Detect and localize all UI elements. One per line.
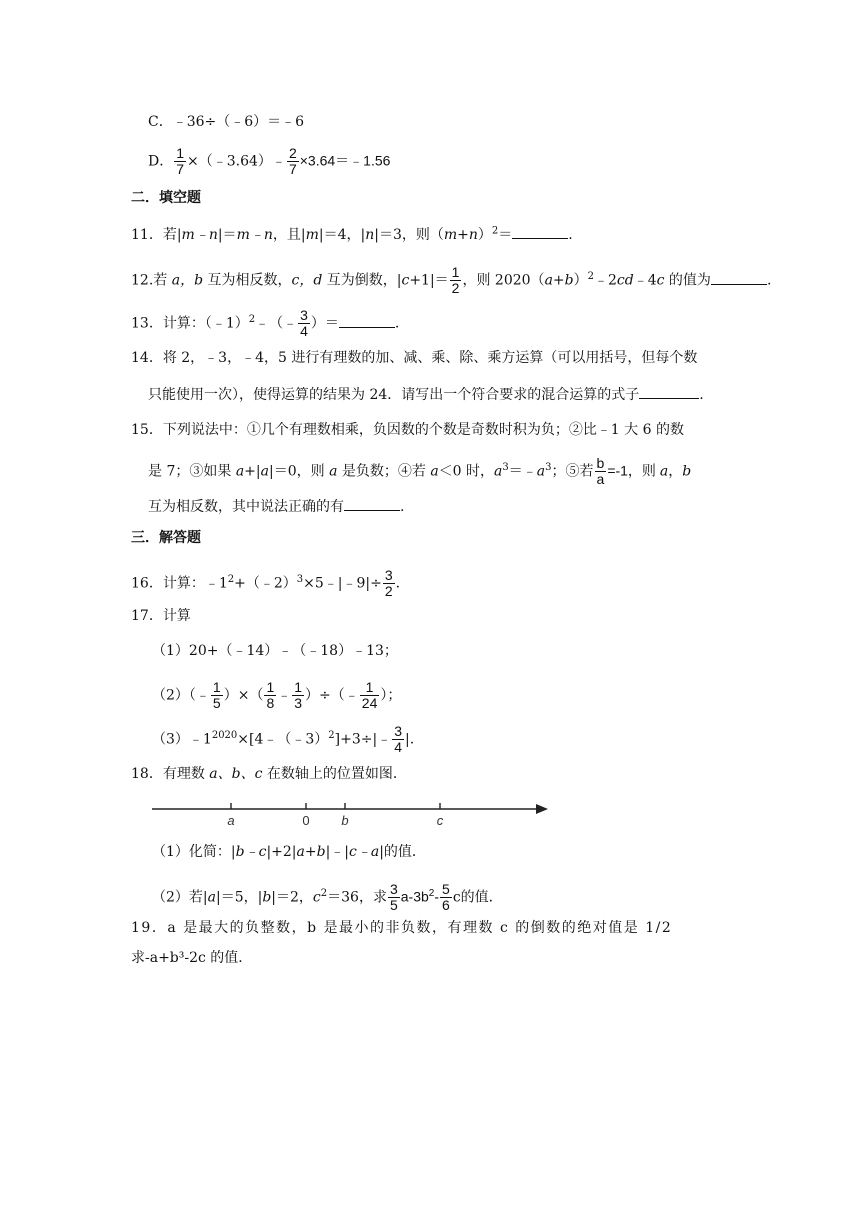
answer-blank	[339, 313, 395, 328]
fraction: $\frac{3}{4}$	[300, 307, 308, 339]
label-b: b	[341, 813, 349, 828]
question-17-title: 17．计算	[131, 608, 191, 624]
question-15-line-3: 互为相反数，其中说法正确的有 .	[148, 496, 404, 517]
arrow-head-icon	[536, 804, 548, 814]
fraction: $\frac{1}{24}$	[361, 679, 378, 711]
question-19-line-1: 19．a 是最大的负整数，b 是最小的非负数，有理数 c 的倒数的绝对值是 1/2	[131, 920, 673, 936]
question-14-line-1: 14．将 2，﹣3，﹣4，5 进行有理数的加、减、乘、除、乘方运算（可以用括号，但每个数	[131, 350, 698, 366]
fraction: $\frac{5}{6}$	[442, 881, 450, 913]
question-16: 16．计算：$﹣1^2+(﹣2)^3\times 5﹣|﹣9|\div$ $\frac{3}{2}$ .	[131, 567, 401, 599]
question-12: 12.若 a，b 互为相反数，c，d 互为倒数，|c+1|＝ $\frac{1}{2}$ ，则 $2020(a+b)^2﹣2cd﹣4c$ 的值为 .	[131, 264, 772, 296]
question-11: 11．若|m﹣n|＝m﹣n，且|m|＝4，|n|＝3，则$(m+n)^2=$ .	[131, 225, 573, 243]
section-heading-fill-in: 二．填空题	[131, 190, 201, 206]
fraction: $\frac{3}{4}$	[394, 723, 403, 755]
section-heading-solve: 三．解答题	[131, 530, 201, 546]
fraction: $\frac{b}{a}$	[596, 455, 605, 487]
fraction: $\frac{1}{8}$	[266, 679, 275, 711]
label-zero: 0	[302, 813, 310, 828]
question-17-part-2: （2）（﹣ $\frac{1}{5}$ ）×（ $\frac{1}{8}$ ﹣ $\frac{1}{3}$ ）÷（﹣ $\frac{1}{24}$ ）；	[152, 679, 402, 711]
q10-option-c: C．﹣36÷（﹣6）＝﹣6	[148, 114, 305, 130]
number-line-figure	[150, 796, 550, 836]
fraction: $\frac{1}{5}$	[212, 679, 221, 711]
q10-option-d: D． $\frac{1}{7}$ ×（﹣3.64）﹣ $\frac{2}{7}$ ×3.64＝﹣1.56	[148, 145, 391, 177]
fraction: $\frac{1}{3}$	[294, 679, 303, 711]
answer-blank	[639, 384, 699, 399]
answer-blank	[711, 270, 767, 285]
fraction: $\frac{3}{5}$	[389, 881, 398, 913]
fraction: $\frac{1}{2}$	[451, 264, 460, 296]
question-18-part-2: （2）若|a|＝5，|b|＝2，$c^2=36$，求 $\frac{3}{5}$ $a-3b^2-$ $\frac{5}{6}$ c的值．	[152, 881, 503, 913]
fraction: $\frac{2}{7}$	[288, 145, 297, 177]
fraction: $\frac{1}{7}$	[176, 145, 185, 177]
fraction: $\frac{3}{2}$	[384, 567, 393, 599]
label-c: c	[436, 813, 444, 828]
question-14-line-2: 只能使用一次），使得运算的结果为 24．请写出一个符合要求的混合运算的式子 .	[148, 384, 704, 405]
question-19-line-2: 求-a+b³-2c 的值．	[131, 950, 253, 966]
question-17-part-1: （1）20+（﹣14）﹣（﹣18）﹣13；	[152, 643, 398, 659]
answer-blank	[512, 224, 568, 239]
question-13: 13．计算：（﹣1）$^2$﹣（﹣ $\frac{3}{4}$ ）＝ .	[131, 307, 400, 339]
label-a: a	[227, 813, 235, 828]
answer-blank	[344, 496, 400, 511]
question-15-line-1: 15．下列说法中：①几个有理数相乘，负因数的个数是奇数时积为负；②比﹣1 大 6 的数	[131, 422, 684, 438]
question-17-part-3: $(3)﹣1^{2020}\times[4﹣(﹣3)^2]+3\div|﹣$ $\frac{3}{4}$ |.	[152, 723, 415, 755]
question-18-title: 18．有理数 a、b、c 在数轴上的位置如图．	[131, 766, 407, 782]
question-18-part-1: （1）化简：|b﹣c|+2|a+b|﹣|c﹣a|的值．	[152, 844, 426, 860]
question-15-line-2: 是 7；③如果 a+|a|＝0，则 a 是负数；④若 a＜0 时，$a^3=﹣a^3$；⑤若 $\frac{b}{a}$ =-1，则 a，b	[148, 455, 692, 487]
